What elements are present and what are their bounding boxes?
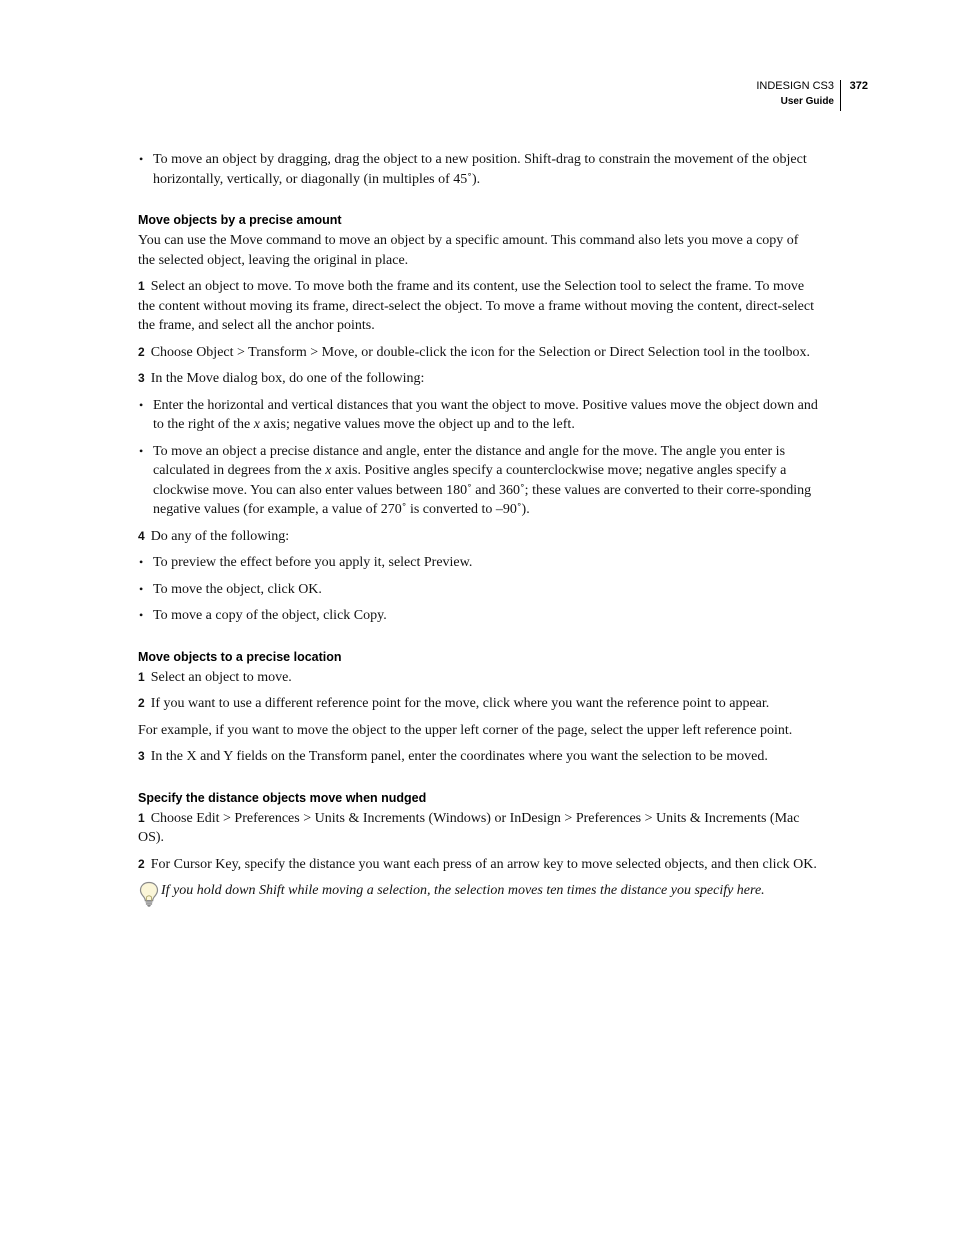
lightbulb-icon — [138, 881, 160, 907]
step-text: Choose Edit > Preferences > Units & Increments (Windows) or InDesign > Preferences > Units & Increments (Mac OS). — [138, 810, 800, 845]
header-title: INDESIGN CS3 — [756, 80, 834, 92]
step-text: Do any of the following: — [150, 528, 290, 544]
bullet-horizontal-vertical — [138, 396, 818, 435]
step-1 — [138, 668, 818, 688]
bullet-text: To move an object a precise distance and angle, enter the distance and angle for the move. The angle you enter is calculated in degrees from the — [153, 443, 786, 478]
step-text: For Cursor Key, specify the distance you want each press of an arrow key to move selected objects, and then click OK. — [150, 856, 817, 872]
italic-x: x — [253, 417, 260, 432]
step-4 — [138, 527, 818, 547]
step-3 — [138, 747, 818, 767]
example-paragraph: For example, if you want to move the object to the upper left corner of the page, select the upper left reference point. — [138, 722, 793, 738]
step-number: 3 — [138, 371, 145, 385]
step-text: Choose Object > Transform > Move, or double-click the icon for the Selection or Direct Selection tool in the toolbox. — [150, 344, 810, 360]
step-1 — [138, 277, 818, 336]
bullet-text: Enter the horizontal and vertical distances that you want the object to move. Positive values move the object down and to the right of the — [153, 397, 818, 432]
bullet-copy: • To move a copy of the object, click Copy. — [138, 606, 818, 626]
header-titles — [634, 78, 834, 110]
header-subtitle: User Guide — [780, 96, 834, 107]
section-heading-precise-amount: Move objects by a precise amount — [138, 213, 342, 227]
section-heading-precise-location: Move objects to a precise location — [138, 649, 342, 664]
section-intro: You can use the Move command to move an object by a specific amount. This command also lets you move a copy of the selected object, leaving the original in place. — [138, 233, 799, 268]
step-2 — [138, 694, 818, 714]
step-text: In the Move dialog box, do one of the following: — [150, 371, 425, 386]
step-number: 1 — [138, 669, 145, 684]
step-number: 4 — [138, 528, 145, 543]
step-3 — [138, 369, 818, 389]
step-text: Select an object to move. — [150, 669, 292, 685]
step-number: 1 — [138, 279, 145, 293]
bullet-ok: • To move the object, click OK. — [138, 580, 818, 600]
page-number: 372 — [849, 80, 868, 92]
step-number: 1 — [138, 810, 145, 825]
step-number: 3 — [138, 749, 145, 763]
step-number: 2 — [138, 696, 145, 710]
step-1 — [138, 809, 818, 848]
step-number: 2 — [138, 344, 145, 359]
section-heading-nudge: Specify the distance objects move when nudged — [138, 790, 427, 805]
italic-x: x — [325, 463, 332, 478]
bullet-preview: • To preview the effect before you apply it, select Preview. — [138, 553, 818, 573]
step-2 — [138, 855, 818, 875]
step-text: In the X and Y fields on the Transform panel, enter the coordinates where you want the selection to be moved. — [150, 749, 768, 764]
header-divider — [840, 80, 841, 111]
bullet-text: axis; negative values move the object up and to the left. — [259, 417, 575, 432]
page-content — [138, 150, 818, 901]
bullet-text: axis. Positive angles specify a counterclockwise move; negative angles specify a clockwise move. You can also enter values between 180˚ and 360˚; these values are converted to their corre-sponding negative values (for example, a value of 270˚ is converted to –90˚). — [153, 463, 812, 517]
tip-text: If you hold down Shift while moving a selection, the selection moves ten times the distance you specify here. — [161, 883, 765, 898]
step-text: If you want to use a different reference point for the move, click where you want the reference point to appear. — [150, 696, 770, 711]
intro-bullet: • To move an object by dragging, drag the object to a new position. Shift-drag to constrain the movement of the object horizontally, vertically, or diagonally (in multiples of 45˚). — [138, 150, 818, 189]
tip-note — [138, 881, 818, 901]
step-2 — [138, 343, 818, 363]
step-text: Select an object to move. To move both the frame and its content, use the Selection tool to select the frame. To move the content without moving its frame, direct-select the object. To move a frame without moving the content, direct-select the frame, and select all the anchor points. — [138, 279, 814, 333]
bullet-distance-angle — [138, 442, 818, 520]
step-number: 2 — [138, 856, 145, 871]
